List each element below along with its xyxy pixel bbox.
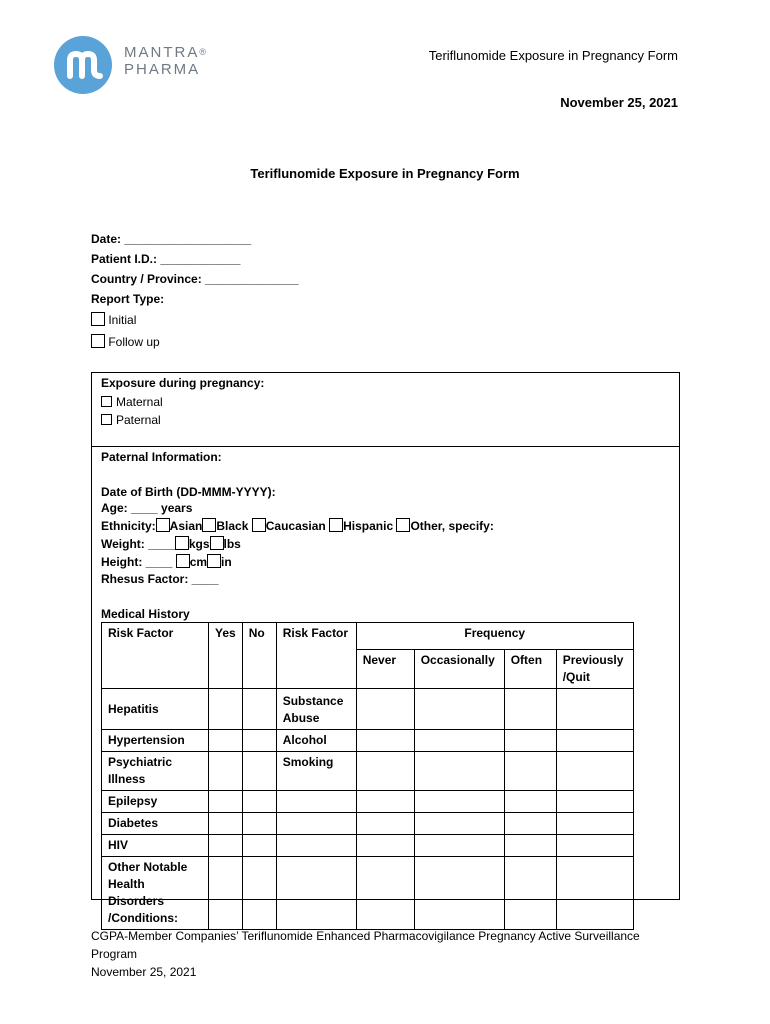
yes-cell[interactable] <box>209 813 243 835</box>
ethnicity-black-label: Black <box>216 519 249 533</box>
ethnicity-asian-checkbox[interactable] <box>156 518 170 532</box>
risk-cell: Other Notable Health Disorders /Conditions: <box>102 857 209 930</box>
footer-line3: November 25, 2021 <box>91 965 197 979</box>
often-cell[interactable] <box>504 835 556 857</box>
initial-checkbox[interactable] <box>91 312 105 326</box>
risk-cell: Psychiatric Illness <box>102 752 209 791</box>
never-header: Never <box>356 650 414 689</box>
height-in-checkbox[interactable] <box>207 554 221 568</box>
often-cell[interactable] <box>504 752 556 791</box>
no-cell[interactable] <box>242 813 276 835</box>
height-label[interactable]: Height: ____ <box>101 555 173 569</box>
weight-kgs-label: kgs <box>188 537 210 551</box>
risk-cell: Hepatitis <box>102 689 209 730</box>
initial-label: Initial <box>108 313 137 327</box>
yes-header: Yes <box>209 623 243 689</box>
yes-cell[interactable] <box>209 752 243 791</box>
previously-cell[interactable] <box>556 730 633 752</box>
paternal-label: Paternal <box>116 413 161 427</box>
ethnicity-caucasian-label: Caucasian <box>265 519 326 533</box>
follow-up-label: Follow up <box>108 335 160 349</box>
risk-factor-header-2: Risk Factor <box>276 623 356 689</box>
date-field[interactable]: Date: ___________________ <box>91 232 252 246</box>
previously-cell[interactable] <box>556 689 633 730</box>
height-in-label: in <box>221 555 232 569</box>
yes-cell[interactable] <box>209 730 243 752</box>
frequency-header: Frequency <box>356 623 633 650</box>
height-cm-label: cm <box>189 555 208 569</box>
page-footer <box>91 927 691 981</box>
table-row <box>102 791 634 813</box>
maternal-option[interactable] <box>101 395 163 409</box>
often-cell[interactable] <box>504 689 556 730</box>
no-cell[interactable] <box>242 791 276 813</box>
weight-lbs-label: lbs <box>223 537 241 551</box>
country-field[interactable]: Country / Province: ______________ <box>91 272 299 286</box>
never-cell[interactable] <box>356 791 414 813</box>
table-row <box>102 813 634 835</box>
paternal-info-label: Paternal Information: <box>101 450 222 464</box>
no-cell[interactable] <box>242 857 276 930</box>
occasionally-cell[interactable] <box>414 730 504 752</box>
yes-cell[interactable] <box>209 857 243 930</box>
risk-cell-right <box>276 791 356 813</box>
maternal-checkbox[interactable] <box>101 396 112 407</box>
document-title: Teriflunomide Exposure in Pregnancy Form <box>250 166 520 181</box>
occasionally-cell[interactable] <box>414 857 504 930</box>
occasionally-cell[interactable] <box>414 689 504 730</box>
risk-cell-right: Alcohol <box>276 730 356 752</box>
initial-option[interactable] <box>91 312 136 327</box>
report-type-label: Report Type: <box>91 292 165 306</box>
ethnicity-row <box>101 518 494 533</box>
maternal-label: Maternal <box>116 395 163 409</box>
risk-factor-header-1: Risk Factor <box>102 623 209 689</box>
dob-field[interactable]: Date of Birth (DD-MMM-YYYY): <box>101 485 276 499</box>
exposure-label: Exposure during pregnancy: <box>101 376 265 390</box>
occasionally-cell[interactable] <box>414 791 504 813</box>
often-cell[interactable] <box>504 791 556 813</box>
rhesus-field[interactable]: Rhesus Factor: ____ <box>101 572 219 586</box>
no-cell[interactable] <box>242 835 276 857</box>
follow-up-option[interactable] <box>91 334 160 349</box>
footer-line1: CGPA-Member Companies’ Teriflunomide Enhanced Pharmacovigilance Pregnancy Active Surveillance <box>91 929 640 943</box>
occasionally-header: Occasionally <box>414 650 504 689</box>
previously-cell[interactable] <box>556 752 633 791</box>
ethnicity-hispanic-label: Hispanic <box>343 519 394 533</box>
table-row <box>102 752 634 791</box>
height-row <box>101 554 232 569</box>
logo-line1: MANTRA <box>124 44 200 61</box>
medical-history-table <box>101 622 634 930</box>
previously-quit-header: Previously /Quit <box>556 650 633 689</box>
paternal-option[interactable] <box>101 413 161 427</box>
header-date: November 25, 2021 <box>560 95 678 110</box>
risk-cell-right <box>276 857 356 930</box>
weight-kgs-checkbox[interactable] <box>175 536 189 550</box>
ethnicity-black-checkbox[interactable] <box>202 518 216 532</box>
occasionally-cell[interactable] <box>414 813 504 835</box>
m-logo-icon <box>54 36 112 94</box>
ethnicity-hispanic-checkbox[interactable] <box>329 518 343 532</box>
ethnicity-caucasian-checkbox[interactable] <box>252 518 266 532</box>
occasionally-cell[interactable] <box>414 835 504 857</box>
weight-row <box>101 536 241 551</box>
table-row <box>102 689 634 730</box>
yes-cell[interactable] <box>209 835 243 857</box>
weight-label[interactable]: Weight: ____ <box>101 537 175 551</box>
never-cell[interactable] <box>356 730 414 752</box>
risk-cell-right: Smoking <box>276 752 356 791</box>
never-cell[interactable] <box>356 835 414 857</box>
risk-cell: HIV <box>102 835 209 857</box>
risk-cell: Hypertension <box>102 730 209 752</box>
risk-cell-right <box>276 813 356 835</box>
table-row <box>102 730 634 752</box>
previously-cell[interactable] <box>556 791 633 813</box>
never-cell[interactable] <box>356 813 414 835</box>
age-field[interactable]: Age: ____ years <box>101 501 193 515</box>
no-cell[interactable] <box>242 689 276 730</box>
yes-cell[interactable] <box>209 791 243 813</box>
previously-cell[interactable] <box>556 813 633 835</box>
often-header: Often <box>504 650 556 689</box>
often-cell[interactable] <box>504 730 556 752</box>
header-title: Teriflunomide Exposure in Pregnancy Form <box>428 48 678 63</box>
footer-line2: Program <box>91 947 138 961</box>
ethnicity-other-label: Other, specify: <box>410 519 494 533</box>
never-cell[interactable] <box>356 689 414 730</box>
often-cell[interactable] <box>504 813 556 835</box>
risk-cell-right <box>276 835 356 857</box>
patient-id-field[interactable]: Patient I.D.: ____________ <box>91 252 241 266</box>
follow-up-checkbox[interactable] <box>91 334 105 348</box>
registered-mark: ® <box>199 47 206 57</box>
risk-cell: Epilepsy <box>102 791 209 813</box>
no-header: No <box>242 623 276 689</box>
yes-cell[interactable] <box>209 689 243 730</box>
never-cell[interactable] <box>356 857 414 930</box>
table-row <box>102 857 634 930</box>
previously-cell[interactable] <box>556 835 633 857</box>
ethnicity-label: Ethnicity: <box>101 519 156 533</box>
paternal-checkbox[interactable] <box>101 414 112 425</box>
table-row <box>102 835 634 857</box>
risk-cell-right: Substance Abuse <box>276 689 356 730</box>
weight-lbs-checkbox[interactable] <box>210 536 224 550</box>
previously-cell[interactable] <box>556 857 633 930</box>
company-logo-text <box>124 44 206 78</box>
ethnicity-other-checkbox[interactable] <box>396 518 410 532</box>
height-cm-checkbox[interactable] <box>176 554 190 568</box>
medical-history-title: Medical History <box>101 607 190 621</box>
risk-cell: Diabetes <box>102 813 209 835</box>
logo-line2: PHARMA <box>124 61 201 78</box>
never-cell[interactable] <box>356 752 414 791</box>
no-cell[interactable] <box>242 752 276 791</box>
no-cell[interactable] <box>242 730 276 752</box>
ethnicity-asian-label: Asian <box>169 519 203 533</box>
occasionally-cell[interactable] <box>414 752 504 791</box>
often-cell[interactable] <box>504 857 556 930</box>
